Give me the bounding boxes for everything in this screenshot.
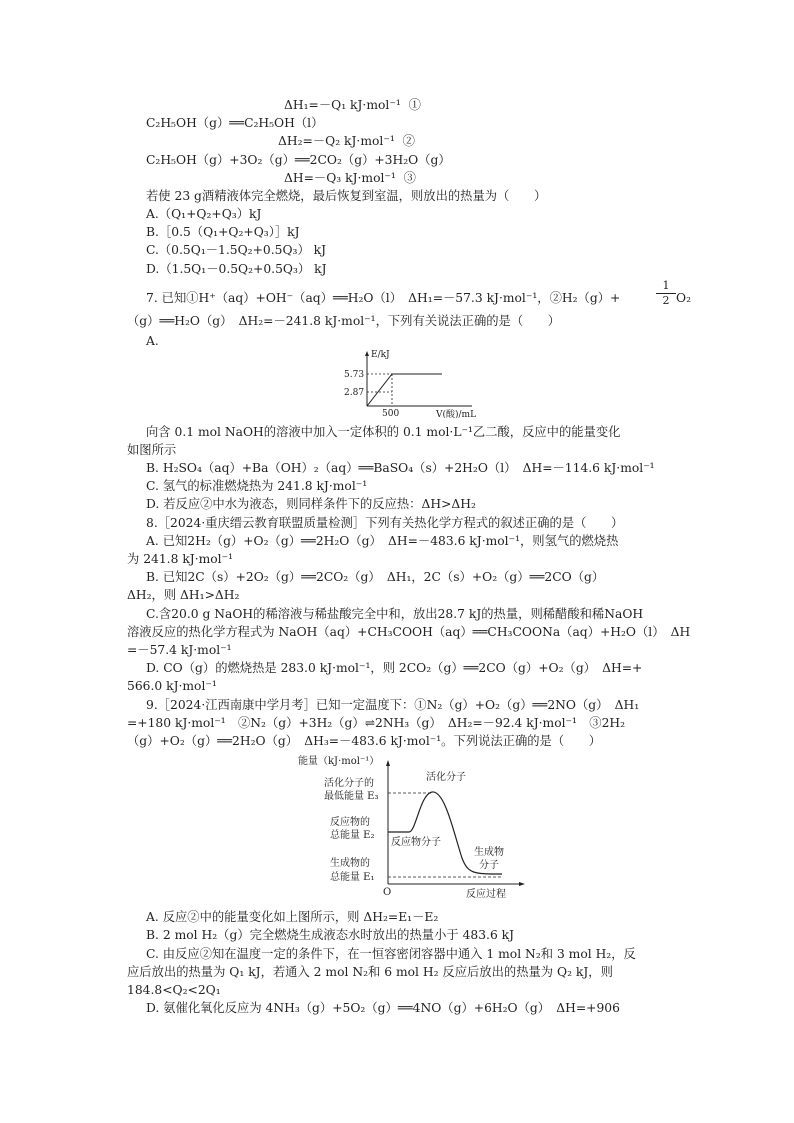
option-a: A. 反应②中的能量变化如上图所示，则 ΔH₂=E₁－E₂ (146, 910, 439, 924)
e1-label: 生成物的 (330, 858, 370, 869)
option-b: B. 2 mol H₂（g）完全燃烧生成液态水时放出的热量小于 483.6 kJ (146, 928, 515, 942)
option-c: C. 由反应②知在温度一定的条件下，在一恒容密闭容器中通入 1 mol N₂和 3 mol H₂，反 (146, 947, 636, 961)
option-c: C.含20.0 g NaOH的稀溶液与稀盐酸完全中和，放出28.7 kJ的热量，则稀醋酸和稀NaOH (146, 607, 644, 621)
fraction-numerator: 1 (662, 279, 670, 292)
y-tick-573: 5.73 (344, 370, 365, 380)
energy-line-rise (367, 374, 392, 406)
equation-line: ΔH₁=－Q₁ kJ·mol⁻¹ ① (284, 98, 421, 112)
question-9-stem-cont: （g）+O₂（g）══2H₂O（g） ΔH₃=－483.6 kJ·mol⁻¹。下列说法正确的是（ ） (127, 734, 602, 748)
equation-line: ΔH=－Q₃ kJ·mol⁻¹ ③ (284, 171, 416, 185)
question-7-stem: 7. 已知①H⁺（aq）+OH⁻（aq）══H₂O（l） ΔH₁=－57.3 kJ·mol⁻¹，②H₂（g）+ (146, 291, 621, 305)
reaction-energy-diagram (296, 752, 526, 900)
option-c-cont: 溶液反应的热化学方程式为 NaOH（aq）+CH₃COOH（aq）══CH₃COONa（aq）+H₂O（l） ΔH (127, 625, 691, 639)
product-label: 生成物 (474, 847, 504, 858)
x-tick-500: 500 (382, 409, 400, 418)
option-a-cont: 为 241.8 kJ·mol⁻¹ (127, 552, 234, 566)
question-8-stem: 8.［2024·重庆缙云教育联盟质量检测］下列有关热化学方程式的叙述正确的是（ ） (146, 516, 624, 530)
option-a: A.（Q₁+Q₂+Q₃）kJ (146, 207, 262, 221)
x-axis-label: V(酸)/mL (436, 410, 477, 418)
x-axis-arrow (519, 882, 525, 886)
option-c: C.（0.5Q₁－1.5Q₂+0.5Q₃） kJ (146, 243, 327, 257)
option-c-cont: =－57.4 kJ·mol⁻¹ (127, 643, 232, 657)
option-a-text: 向含 0.1 mol NaOH的溶液中加入一定体积的 0.1 mol·L⁻¹乙二酸，反应中的能量变化 (146, 425, 621, 439)
product-label: 分子 (479, 860, 499, 871)
option-b: B.［0.5（Q₁+Q₂+Q₃）］kJ (146, 225, 300, 239)
equation-line: C₂H₅OH（g）+3O₂（g）══2CO₂（g）+3H₂O（g） (146, 153, 451, 167)
option-b: B. 已知2C（s）+2O₂（g）══2CO₂（g） ΔH₁，2C（s）+O₂（g）══2CO（g） (146, 570, 605, 584)
e2-label: 反应物的 (330, 817, 370, 828)
option-c-cont: 应后放出的热量为 Q₁ kJ，若通入 2 mol N₂和 6 mol H₂ 反应后放出的热量为 Q₂ kJ，则 (127, 965, 613, 979)
energy-volume-chart (336, 348, 486, 418)
question-7-stem-cont: （g）══H₂O（g） ΔH₂=－241.8 kJ·mol⁻¹，下列有关说法正确的是（ ） (127, 314, 561, 328)
equation-line: C₂H₅OH（g）══C₂H₅OH（l） (146, 116, 324, 130)
equation-line: ΔH₂=－Q₂ kJ·mol⁻¹ ② (278, 134, 415, 148)
e3-label: 最低能量 E₃ (324, 791, 379, 802)
option-b: B. H₂SO₄（aq）+Ba（OH）₂（aq）══BaSO₄（s）+2H₂O（l） ΔH=－114.6 kJ·mol⁻¹ (146, 461, 655, 475)
y-axis-label: 能量（kJ·mol⁻¹） (298, 756, 380, 767)
option-d: D. CO（g）的燃烧热是 283.0 kJ·mol⁻¹，则 2CO₂（g）══2CO（g）+O₂（g） ΔH=+ (146, 661, 643, 675)
option-a-label: A. (146, 334, 159, 348)
e3-label: 活化分子的 (324, 778, 374, 789)
question-9-stem: 9.［2024·江西南康中学月考］已知一定温度下：①N₂（g）+O₂（g）══2NO（g） ΔH₁ (146, 698, 640, 712)
option-b-cont: ΔH₂，则 ΔH₁>ΔH₂ (127, 588, 240, 602)
option-c-cont: 184.8<Q₂<2Q₁ (127, 983, 221, 997)
fraction-suffix: O₂ (676, 291, 692, 305)
y-tick-287: 2.87 (344, 388, 365, 398)
y-axis-arrow (365, 351, 369, 356)
peak-label: 活化分子 (426, 772, 466, 783)
x-axis-label: 反应过程 (466, 889, 506, 900)
option-d: D.（1.5Q₁－0.5Q₂+0.5Q₃） kJ (146, 262, 327, 276)
y-axis-label: E/kJ (371, 350, 390, 360)
origin-label: O (383, 887, 392, 898)
option-a-text-cont: 如图所示 (127, 443, 177, 457)
question-9-stem-cont: =+180 kJ·mol⁻¹ ②N₂（g）+3H₂（g）⇌2NH₃（g） ΔH₂=－92.4 kJ·mol⁻¹ ③2H₂ (127, 716, 626, 730)
option-a: A. 已知2H₂（g）+O₂（g）══2H₂O（g） ΔH=－483.6 kJ·mol⁻¹，则氢气的燃烧热 (146, 534, 619, 548)
option-d-cont: 566.0 kJ·mol⁻¹ (127, 679, 217, 693)
fraction-denominator: 2 (656, 293, 676, 308)
y-axis-arrow (386, 760, 390, 766)
fraction-half (656, 279, 676, 313)
e1-label: 总能量 E₁ (330, 872, 375, 883)
option-d: D. 若反应②中水为液态，则同样条件下的反应热：ΔH>ΔH₂ (146, 497, 476, 511)
option-d: D. 氨催化氧化反应为 4NH₃（g）+5O₂（g）══4NO（g）+6H₂O（g） ΔH=+906 (146, 1001, 620, 1015)
option-c: C. 氢气的标准燃烧热为 241.8 kJ·mol⁻¹ (146, 479, 368, 493)
e2-label: 总能量 E₂ (330, 830, 375, 841)
reactant-label: 反应物分子 (391, 837, 441, 848)
question-stem: 若使 23 g酒精液体完全燃烧，最后恢复到室温，则放出的热量为（ ） (146, 189, 547, 203)
